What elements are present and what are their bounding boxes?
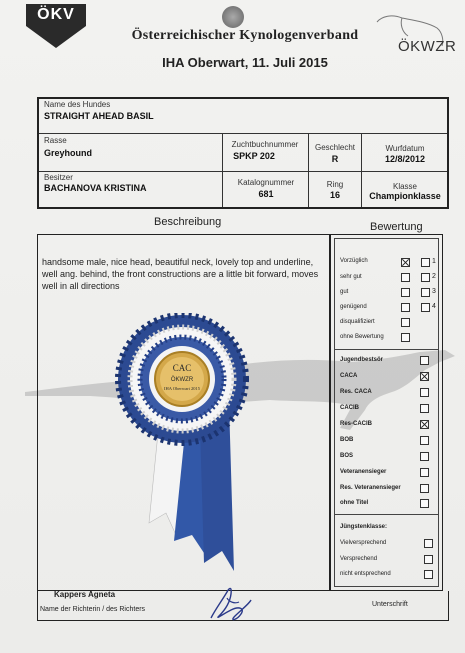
seal-icon [222, 6, 244, 28]
title-label: CACA [340, 373, 358, 379]
grade-checkbox[interactable] [401, 318, 410, 327]
breed: Greyhound [44, 148, 93, 158]
title-checkbox[interactable] [420, 499, 429, 508]
title-checkbox[interactable] [420, 356, 429, 365]
title-checkbox[interactable] [420, 372, 429, 381]
junior-checkbox[interactable] [424, 570, 433, 579]
placement-label: 3 [432, 288, 436, 295]
dog-name-label: Name des Hundes [44, 100, 111, 109]
divider [39, 133, 447, 134]
catalog-label: Katalognummer [237, 178, 295, 187]
junior-checkbox[interactable] [424, 539, 433, 548]
event-title: IHA Oberwart, 11. Juli 2015 [162, 55, 328, 70]
breed-label: Rasse [44, 136, 67, 145]
description-heading: Beschreibung [154, 216, 222, 228]
grade-checkbox[interactable] [401, 303, 410, 312]
grade-checkbox[interactable] [401, 258, 410, 267]
placement-checkbox[interactable] [421, 288, 430, 297]
dob-label: Wurfdatum [385, 144, 425, 153]
sex-label: Geschlecht [314, 143, 356, 152]
ring-label: Ring [326, 180, 344, 189]
rosette-logo-text: ÖKWZR [170, 377, 194, 383]
grade-label: disqualifiziert [340, 319, 375, 325]
class-label: Klasse [392, 182, 417, 191]
divider [334, 349, 439, 350]
rating-heading: Bewertung [370, 221, 423, 233]
judge-signature [205, 580, 255, 626]
rosette-award-text: CAC [172, 363, 192, 373]
dog-name: STRAIGHT AHEAD BASIL [44, 111, 154, 121]
catalog-number: 681 [258, 189, 274, 199]
title-label: CACIB [340, 405, 359, 411]
divider [39, 171, 447, 172]
title-label: Res. CACA [340, 389, 372, 395]
divider [361, 134, 362, 207]
junior-heading: Jüngstenklasse: [340, 524, 388, 530]
title-checkbox[interactable] [420, 388, 429, 397]
signature-label: Unterschrift [372, 601, 408, 608]
ring: 16 [329, 190, 340, 200]
title-checkbox[interactable] [420, 436, 429, 445]
dob: 12/8/2012 [384, 154, 426, 164]
divider [222, 134, 223, 207]
okwzr-logo-text: ÖKWZR [398, 38, 457, 55]
stud-number: SPKP 202 [233, 151, 275, 161]
junior-label: nicht entsprechend [340, 571, 391, 577]
title-label: Jugendbestsör [340, 357, 384, 363]
placement-checkbox[interactable] [421, 258, 430, 267]
judge-label: Name der Richterin / des Richters [40, 606, 146, 613]
divider [308, 134, 309, 207]
grade-checkbox[interactable] [401, 333, 410, 342]
title-checkbox[interactable] [420, 452, 429, 461]
class: Championklasse [369, 191, 441, 201]
placement-label: 1 [432, 258, 436, 265]
placement-checkbox[interactable] [421, 273, 430, 282]
grade-label: sehr gut [340, 274, 362, 280]
cac-rosette [104, 313, 264, 578]
title-checkbox[interactable] [420, 484, 429, 493]
grade-label: genügend [340, 304, 367, 310]
title-label: Veteranensieger [340, 469, 387, 475]
judge-name: Kappers Agneta [54, 590, 116, 599]
title-checkbox[interactable] [420, 404, 429, 413]
title-label: BOB [340, 437, 354, 443]
org-name: Österreichischer Kynologenverband [131, 28, 359, 43]
grade-label: Vorzüglich [340, 258, 368, 264]
grade-checkbox[interactable] [401, 273, 410, 282]
title-label: Res. Veteranensieger [340, 485, 401, 491]
description-text: handsome male, nice head, beautiful neck, lovely top and underline, well ang. behind, the front constructions are a little bit forward, moves well in all directions [42, 257, 319, 291]
junior-label: Vielversprechend [340, 540, 387, 546]
title-checkbox[interactable] [420, 420, 429, 429]
grade-checkbox[interactable] [401, 288, 410, 297]
placement-checkbox[interactable] [421, 303, 430, 312]
title-label: Res-CACIB [340, 421, 373, 427]
title-checkbox[interactable] [420, 468, 429, 477]
stud-label: Zuchtbuchnummer [231, 140, 299, 149]
okv-logo-text: ÖKV [37, 6, 75, 23]
owner-label: Besitzer [44, 173, 73, 182]
grade-label: ohne Bewertung [340, 334, 384, 340]
owner: BACHANOVA KRISTINA [44, 183, 147, 193]
placement-label: 2 [432, 273, 436, 280]
junior-label: Versprechend [340, 556, 378, 562]
title-label: ohne Titel [340, 500, 369, 506]
grade-label: gut [340, 289, 349, 295]
divider [334, 514, 439, 515]
rosette-event-text: IHA Oberwart 2015 [164, 386, 200, 391]
junior-checkbox[interactable] [424, 555, 433, 564]
title-label: BOS [340, 453, 354, 459]
placement-label: 4 [432, 303, 436, 310]
sex: R [331, 154, 339, 164]
